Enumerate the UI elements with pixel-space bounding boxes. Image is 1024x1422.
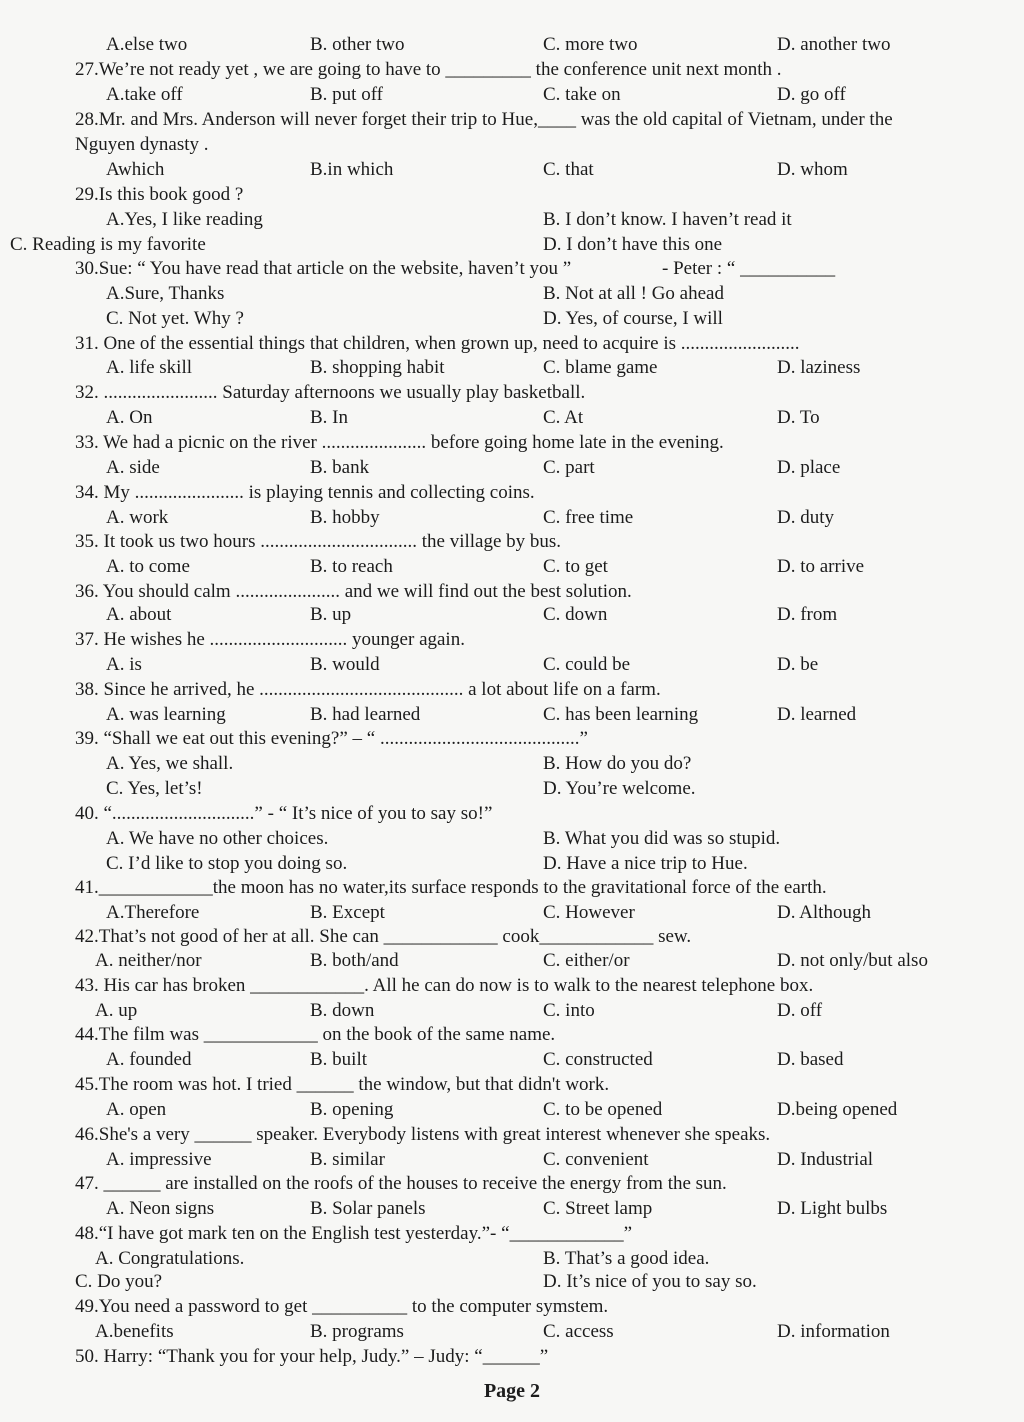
question-46 [0, 1122, 1024, 1147]
option-d: D. information [777, 1321, 890, 1342]
option-d: D. Light bulbs [777, 1198, 888, 1219]
option-b: B. would [310, 654, 380, 675]
option-a: A. On [106, 407, 153, 428]
options-row [0, 1246, 1024, 1271]
question-text: 30.Sue: “ You have read that article on the website, haven’t you ” [75, 258, 572, 279]
question-28 [0, 107, 1024, 132]
options-row [0, 998, 1024, 1023]
options-row [0, 1319, 1024, 1344]
option-a: A. was learning [106, 704, 226, 725]
option-c: C. into [543, 1000, 595, 1021]
option-d: D. laziness [777, 357, 861, 378]
question-28-continued [0, 132, 1024, 157]
question-32 [0, 380, 1024, 405]
options-row [0, 405, 1024, 430]
option-b: B. up [310, 604, 352, 625]
option-c: C. Street lamp [543, 1198, 653, 1219]
option-c: C. to get [543, 556, 608, 577]
question-42 [0, 924, 1024, 949]
question-41 [0, 875, 1024, 900]
option-d: D. not only/but also [777, 950, 928, 971]
question-27 [0, 57, 1024, 82]
question-text: 36. You should calm ...................... and we will find out the best solution. [75, 581, 632, 602]
option-b: B. both/and [310, 950, 399, 971]
option-b: B. Not at all ! Go ahead [543, 283, 724, 304]
option-c: C. convenient [543, 1149, 649, 1170]
option-b: B. How do you do? [543, 753, 692, 774]
option-d: D. I don’t have this one [543, 234, 723, 255]
option-b: B. had learned [310, 704, 421, 725]
question-text: 50. Harry: “Thank you for your help, Judy.” – Judy: “______” [75, 1346, 549, 1367]
question-30 [0, 256, 1024, 281]
option-a: A. Neon signs [106, 1198, 215, 1219]
question-text: 48.“I have got mark ten on the English test yesterday.”- “____________” [75, 1223, 633, 1244]
options-row [0, 1097, 1024, 1122]
option-a: A.Yes, I like reading [106, 209, 263, 230]
question-text: 41.____________the moon has no water,its surface responds to the gravitational force of the earth. [75, 877, 827, 898]
option-b: B. put off [310, 84, 384, 105]
question-text: 35. It took us two hours ................................. the village by bus. [75, 531, 562, 552]
option-b: B. In [310, 407, 348, 428]
question-text: Nguyen dynasty . [75, 134, 209, 155]
option-a: A.Therefore [106, 902, 200, 923]
option-b: B. I don’t know. I haven’t read it [543, 209, 792, 230]
options-row [0, 207, 1024, 232]
question-text: 45.The room was hot. I tried ______ the window, but that didn't work. [75, 1074, 610, 1095]
option-c: C. access [543, 1321, 614, 1342]
option-b: B. shopping habit [310, 357, 445, 378]
option-c: C. could be [543, 654, 631, 675]
question-38 [0, 677, 1024, 702]
option-b: B. hobby [310, 507, 380, 528]
question-50 [0, 1344, 1024, 1369]
option-d: D. based [777, 1049, 844, 1070]
option-d: D. be [777, 654, 819, 675]
option-d: D. Industrial [777, 1149, 874, 1170]
question-text: 43. His car has broken ____________. All he can do now is to walk to the nearest telephone box. [75, 975, 814, 996]
question-43 [0, 973, 1024, 998]
options-row [0, 232, 1024, 257]
question-40 [0, 801, 1024, 826]
option-c: C. part [543, 457, 595, 478]
options-row [0, 826, 1024, 851]
question-text: 28.Mr. and Mrs. Anderson will never forget their trip to Hue,____ was the old capital of Vietnam, under the [75, 109, 893, 130]
option-a: A. Yes, we shall. [106, 753, 234, 774]
options-row [0, 554, 1024, 579]
option-a: A. side [106, 457, 160, 478]
question-29 [0, 182, 1024, 207]
option-c: C. more two [543, 34, 638, 55]
option-d: D. whom [777, 159, 848, 180]
question-text: 49.You need a password to get __________ to the computer symstem. [75, 1296, 609, 1317]
option-c: C. constructed [543, 1049, 653, 1070]
options-row [0, 851, 1024, 876]
option-d: D. Have a nice trip to Hue. [543, 853, 748, 874]
option-d: D. go off [777, 84, 846, 105]
option-a: A. We have no other choices. [106, 828, 329, 849]
option-a: A. life skill [106, 357, 193, 378]
options-row [0, 702, 1024, 727]
question-31 [0, 331, 1024, 356]
options-row [0, 157, 1024, 182]
question-35 [0, 529, 1024, 554]
option-d: D. to arrive [777, 556, 865, 577]
question-47 [0, 1171, 1024, 1196]
option-c: C. has been learning [543, 704, 699, 725]
option-d: D. Although [777, 902, 871, 923]
options-row [0, 652, 1024, 677]
question-37 [0, 627, 1024, 652]
option-c: C. Do you? [75, 1271, 163, 1292]
option-c: C. Reading is my favorite [10, 234, 206, 255]
option-d: D. place [777, 457, 841, 478]
option-d: D. Yes, of course, I will [543, 308, 723, 329]
option-b: B. down [310, 1000, 375, 1021]
question-45 [0, 1072, 1024, 1097]
page-number: Page 2 [483, 1380, 541, 1402]
options-row [0, 32, 1024, 57]
question-reply: - Peter : “ __________ [662, 258, 836, 279]
option-b: B. built [310, 1049, 368, 1070]
option-b: B. to reach [310, 556, 393, 577]
option-b: B. Solar panels [310, 1198, 426, 1219]
options-row [0, 948, 1024, 973]
question-text: 47. ______ are installed on the roofs of the houses to receive the energy from the sun. [75, 1173, 727, 1194]
options-row [0, 306, 1024, 331]
question-text: 34. My ....................... is playing tennis and collecting coins. [75, 482, 535, 503]
option-d: D. off [777, 1000, 823, 1021]
option-b: B. Except [310, 902, 385, 923]
option-a: A. work [106, 507, 169, 528]
option-a: A.else two [106, 34, 188, 55]
question-text: 33. We had a picnic on the river ...................... before going home late in the evening. [75, 432, 724, 453]
question-text: 38. Since he arrived, he ........................................... a lot about life on a farm. [75, 679, 661, 700]
option-a: A. impressive [106, 1149, 212, 1170]
options-row [0, 505, 1024, 530]
question-33 [0, 430, 1024, 455]
options-row [0, 281, 1024, 306]
question-text: 39. “Shall we eat out this evening?” – “ ..........................................” [75, 728, 588, 749]
question-text: 40. “..............................” - “ It’s nice of you to say so!” [75, 803, 493, 824]
options-row [0, 455, 1024, 480]
option-b: B. opening [310, 1099, 394, 1120]
question-49 [0, 1294, 1024, 1319]
question-36 [0, 579, 1024, 604]
option-b: B.in which [310, 159, 394, 180]
option-d: D. another two [777, 34, 891, 55]
options-row [0, 776, 1024, 801]
question-text: 31. One of the essential things that children, when grown up, need to acquire is ......................... [75, 333, 800, 354]
options-row [0, 1269, 1024, 1294]
option-b: B. bank [310, 457, 370, 478]
options-row [0, 355, 1024, 380]
question-text: 46.She's a very ______ speaker. Everybody listens with great interest whenever she speaks. [75, 1124, 771, 1145]
option-a: A.take off [106, 84, 183, 105]
option-c: C. However [543, 902, 635, 923]
option-a: Awhich [106, 159, 165, 180]
option-a: A. Congratulations. [95, 1248, 245, 1269]
option-a: A. to come [106, 556, 190, 577]
option-b: B. similar [310, 1149, 385, 1170]
question-text: 32. ........................ Saturday afternoons we usually play basketball. [75, 382, 586, 403]
question-34 [0, 480, 1024, 505]
option-c: C. take on [543, 84, 621, 105]
question-text: 29.Is this book good ? [75, 184, 244, 205]
option-d: D. learned [777, 704, 857, 725]
option-d: D. It’s nice of you to say so. [543, 1271, 757, 1292]
options-row [0, 1196, 1024, 1221]
option-a: A. about [106, 604, 172, 625]
option-a: A. open [106, 1099, 167, 1120]
option-b: B. What you did was so stupid. [543, 828, 781, 849]
option-b: B. That’s a good idea. [543, 1248, 710, 1269]
option-a: A. founded [106, 1049, 192, 1070]
option-d: D. You’re welcome. [543, 778, 696, 799]
option-a: A.Sure, Thanks [106, 283, 225, 304]
option-d: D. duty [777, 507, 834, 528]
option-c: C. that [543, 159, 594, 180]
option-c: C. either/or [543, 950, 630, 971]
option-c: C. to be opened [543, 1099, 663, 1120]
option-a: A.benefits [95, 1321, 174, 1342]
option-c: C. free time [543, 507, 634, 528]
option-c: C. Yes, let’s! [106, 778, 203, 799]
option-a: A. is [106, 654, 142, 675]
option-c: C. Not yet. Why ? [106, 308, 244, 329]
options-row [0, 900, 1024, 925]
option-d: D.being opened [777, 1099, 898, 1120]
option-d: D. from [777, 604, 838, 625]
question-text: 37. He wishes he ............................. younger again. [75, 629, 465, 650]
option-b: B. programs [310, 1321, 404, 1342]
question-text: 44.The film was ____________ on the book of the same name. [75, 1024, 556, 1045]
option-d: D. To [777, 407, 820, 428]
option-b: B. other two [310, 34, 405, 55]
options-row [0, 82, 1024, 107]
option-c: C. I’d like to stop you doing so. [106, 853, 348, 874]
option-c: C. down [543, 604, 608, 625]
options-row [0, 602, 1024, 627]
option-c: C. At [543, 407, 584, 428]
question-text: 27.We’re not ready yet , we are going to have to _________ the conference unit next month . [75, 59, 782, 80]
question-48 [0, 1221, 1024, 1246]
options-row [0, 1147, 1024, 1172]
option-a: A. neither/nor [95, 950, 202, 971]
option-a: A. up [95, 1000, 138, 1021]
options-row [0, 1047, 1024, 1072]
question-text: 42.That’s not good of her at all. She can ____________ cook____________ sew. [75, 926, 692, 947]
option-c: C. blame game [543, 357, 658, 378]
question-39 [0, 726, 1024, 751]
question-44 [0, 1022, 1024, 1047]
options-row [0, 751, 1024, 776]
